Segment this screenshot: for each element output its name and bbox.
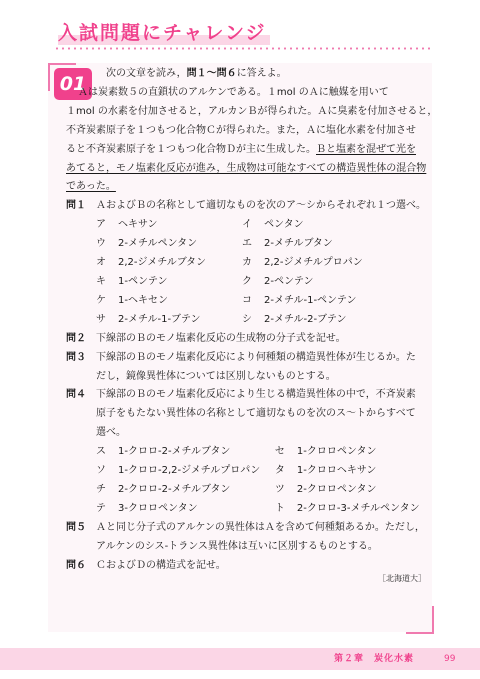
option-key: エ xyxy=(242,238,252,250)
option-row xyxy=(66,481,426,500)
option-item xyxy=(96,462,275,481)
question-text: 下線部のＢのモノ塩素化反応により何種類の構造異性体が生じるか。た xyxy=(96,351,416,363)
option-value: 2-ペンテン xyxy=(264,275,314,287)
option-row xyxy=(66,311,426,330)
question-label: 問２ xyxy=(66,332,86,344)
question-text: アルケンのシス-トランス異性体は互いに区別するものとする。 xyxy=(96,540,378,552)
underlined-passage: であった。 xyxy=(66,181,116,193)
option-key: セ xyxy=(274,446,285,458)
option-value: 2-クロロ-3-メチルペンタン xyxy=(296,502,420,514)
source-citation: ［北海道大］ xyxy=(378,574,426,583)
option-value: ペンタン xyxy=(264,219,304,231)
option-value: 2-クロロ-2-メチルブタン xyxy=(118,483,231,495)
option-row xyxy=(66,292,426,311)
option-key: ソ xyxy=(96,465,106,477)
option-value: 2,2-ジメチルブタン xyxy=(118,257,207,269)
question-text: だし，鏡像異性体については区別しないものとする。 xyxy=(96,370,336,382)
page-number: 99 xyxy=(444,654,456,664)
option-item xyxy=(96,500,275,519)
option-value: 2-メチル-1-ブテン xyxy=(118,313,201,325)
question-text: 下線部のＢのモノ塩素化反応により生じる構造異性体の中で，不斉炭素 xyxy=(96,389,416,401)
question-5 xyxy=(66,519,426,538)
dotted-divider xyxy=(54,47,434,50)
option-item xyxy=(275,481,426,500)
option-row xyxy=(66,254,426,273)
option-item xyxy=(96,292,242,311)
option-key: サ xyxy=(96,313,106,325)
option-key: ケ xyxy=(96,294,106,306)
option-key: カ xyxy=(242,257,252,269)
corner-bracket-bottom-right xyxy=(406,606,434,634)
option-item xyxy=(96,443,275,462)
option-value: 1-クロロヘキサン xyxy=(296,465,377,477)
question-text: 下線部のＢのモノ塩素化反応の生成物の分子式を記せ。 xyxy=(96,332,346,344)
option-value: 1-クロロ-2,2-ジメチルプロパン xyxy=(118,465,261,477)
option-key: ウ xyxy=(96,238,106,250)
option-item xyxy=(96,481,275,500)
option-item xyxy=(242,254,388,273)
instruction: 次の文章を読み，問１～問６に答えよ。 xyxy=(106,68,287,79)
option-value: 2-メチルブタン xyxy=(264,238,333,250)
option-row xyxy=(66,216,426,235)
option-item xyxy=(275,462,426,481)
option-value: 1-ヘキセン xyxy=(118,294,168,306)
option-value: 2-メチル-1-ペンテン xyxy=(264,294,357,306)
option-key: タ xyxy=(274,465,285,477)
option-item xyxy=(242,273,388,292)
option-key: ス xyxy=(96,446,106,458)
option-item xyxy=(242,216,388,235)
option-key: ア xyxy=(96,219,106,231)
option-key: チ xyxy=(96,483,106,495)
option-item xyxy=(242,311,388,330)
option-row xyxy=(66,273,426,292)
option-value: 2-メチル-2-ブテン xyxy=(264,313,347,325)
underlined-passage: Ｂと塩素を混ぜて光を xyxy=(316,143,416,155)
question-text: 原子をもたない異性体の名称として適切なものを次のス～トからすべて xyxy=(96,408,416,420)
question-label: 問６ xyxy=(66,559,86,571)
question-label: 問５ xyxy=(66,521,86,533)
passage-line: Ａは炭素数５の直鎖状のアルケンである。１mol のＡに触媒を用いて xyxy=(78,86,389,98)
page-header xyxy=(0,0,480,62)
option-item xyxy=(96,235,242,254)
option-item xyxy=(242,292,388,311)
option-key: ク xyxy=(242,275,252,287)
question-body xyxy=(66,65,438,575)
option-value: 1-クロロ-2-メチルブタン xyxy=(118,446,231,458)
passage-line xyxy=(66,160,426,179)
option-row xyxy=(66,235,426,254)
passage-line: １mol の水素を付加させると，アルカンＢが得られた。Ａに臭素を付加させると， xyxy=(66,105,438,117)
question-2 xyxy=(66,330,426,349)
option-key: コ xyxy=(242,294,252,306)
question-label: 問３ xyxy=(66,351,86,363)
question-text: ＣおよびＤの構造式を記せ。 xyxy=(96,559,226,571)
option-item xyxy=(96,254,242,273)
question-3 xyxy=(66,349,426,368)
instruction-range: 問１～問６ xyxy=(186,68,237,79)
option-value: 1-クロロペンタン xyxy=(296,446,377,458)
question-1 xyxy=(66,197,426,216)
option-key: イ xyxy=(242,219,252,231)
option-item xyxy=(96,273,242,292)
question-text: Ａと同じ分子式のアルケンの異性体はＡを含めて何種類あるか。ただし， xyxy=(96,521,425,533)
option-item xyxy=(275,443,426,462)
option-key: テ xyxy=(96,502,106,514)
option-value: 2-メチルペンタン xyxy=(118,238,198,250)
option-key: ト xyxy=(274,502,285,514)
option-value: 1-ペンテン xyxy=(118,275,168,287)
option-row xyxy=(66,443,426,462)
question-text: ＡおよびＢの名称として適切なものを次のア～シからそれぞれ１つ選べ。 xyxy=(96,200,426,212)
chapter-label: 第２章 炭化水素 xyxy=(334,654,415,664)
option-row xyxy=(66,462,426,481)
option-item xyxy=(96,216,242,235)
option-item xyxy=(275,500,426,519)
question-number-badge: 01 xyxy=(54,68,92,100)
passage-line xyxy=(66,178,426,197)
option-key: キ xyxy=(96,275,106,287)
option-value: ヘキサン xyxy=(118,219,158,231)
question-4 xyxy=(66,386,426,405)
question-text: 選べ。 xyxy=(96,427,126,439)
option-item xyxy=(96,311,242,330)
option-item xyxy=(242,235,388,254)
option-value: 2,2-ジメチルプロパン xyxy=(264,257,363,269)
option-value: 3-クロロペンタン xyxy=(118,502,198,514)
question-label: 問１ xyxy=(66,200,86,212)
option-key: ツ xyxy=(274,483,285,495)
section-title: 入試問題にチャレンジ xyxy=(58,21,270,45)
option-key: オ xyxy=(96,257,106,269)
option-value: 2-クロロペンタン xyxy=(296,483,377,495)
passage-line: ると不斉炭素原子を１つもつ化合物Ｄが主に生成した。Ｂと塩素を混ぜて光を xyxy=(66,143,416,155)
underlined-passage: あてると，モノ塩素化反応が進み，生成物は可能なすべての構造異性体の混合物 xyxy=(66,162,427,174)
passage-line: 不斉炭素原子を１つもつ化合物Ｃが得られた。また，Ａに塩化水素を付加させ xyxy=(66,124,416,136)
question-label: 問４ xyxy=(66,389,86,401)
option-key: シ xyxy=(242,313,252,325)
option-row xyxy=(66,500,426,519)
